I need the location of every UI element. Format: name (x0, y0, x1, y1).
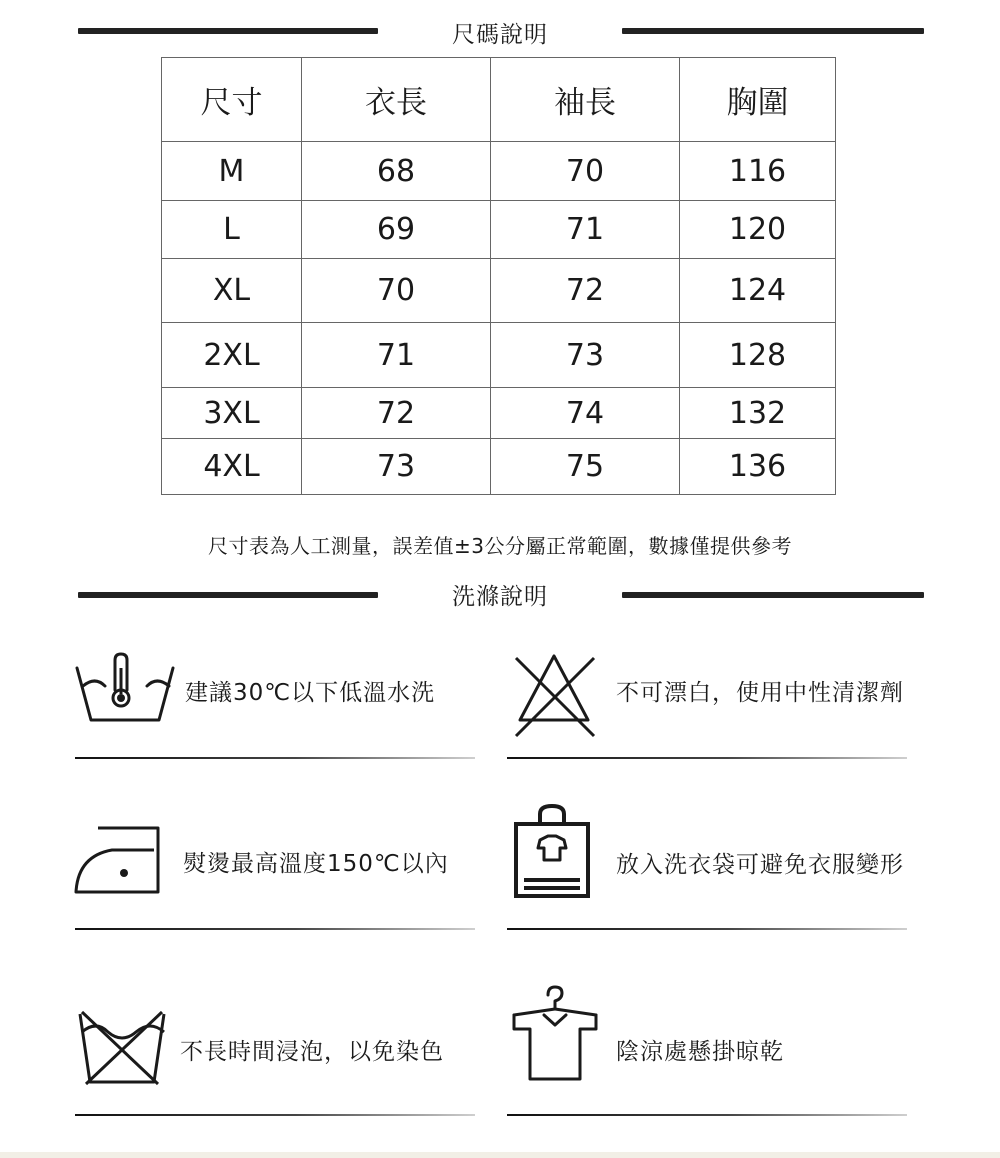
table-header-cell: 袖長 (491, 58, 680, 142)
care-section-header (0, 576, 1000, 616)
table-row (162, 259, 836, 323)
table-cell: 128 (680, 323, 836, 388)
table-cell: 70 (491, 142, 680, 201)
table-row (162, 323, 836, 388)
care-section-title: 洗滌說明 (452, 584, 548, 610)
laundry-bag-icon (510, 804, 600, 900)
care-text: 不長時間浸泡，以免染色 (180, 1039, 444, 1065)
table-header-cell: 胸圍 (680, 58, 836, 142)
care-divider (75, 757, 475, 759)
care-item-hang-dry (510, 985, 930, 1085)
table-cell: 71 (491, 201, 680, 259)
no-bleach-icon (510, 650, 600, 740)
table-cell: 71 (302, 323, 491, 388)
table-cell: 3XL (162, 388, 302, 439)
table-cell: XL (162, 259, 302, 323)
care-item-laundry-bag (510, 804, 930, 904)
header-right-bar (622, 28, 924, 34)
care-item-no-bleach (510, 650, 930, 750)
care-text: 建議30℃以下低溫水洗 (185, 680, 436, 706)
table-cell: 116 (680, 142, 836, 201)
table-row (162, 388, 836, 439)
bottom-strip (0, 1152, 1000, 1158)
care-text: 熨燙最高溫度150℃以內 (183, 851, 449, 877)
care-divider (75, 928, 475, 930)
care-divider (507, 1114, 907, 1116)
table-row (162, 142, 836, 201)
size-section-title: 尺碼說明 (452, 22, 548, 48)
size-note: 尺寸表為人工測量，誤差值±3公分屬正常範圍，數據僅提供參考 (208, 534, 792, 558)
table-cell: 2XL (162, 323, 302, 388)
table-row (162, 439, 836, 495)
table-cell: 132 (680, 388, 836, 439)
table-cell: L (162, 201, 302, 259)
care-text: 放入洗衣袋可避免衣服變形 (616, 852, 904, 878)
table-cell: 70 (302, 259, 491, 323)
table-cell: 74 (491, 388, 680, 439)
care-item-iron (72, 820, 492, 920)
care-item-hand-wash (75, 650, 495, 750)
table-cell: 68 (302, 142, 491, 201)
iron-150c-icon (72, 820, 172, 900)
table-cell: 75 (491, 439, 680, 495)
table-cell: 120 (680, 201, 836, 259)
care-divider (75, 1114, 475, 1116)
care-item-no-soak (78, 1008, 498, 1108)
care-text: 陰涼處懸掛晾乾 (616, 1039, 784, 1065)
table-cell: 72 (302, 388, 491, 439)
size-table (161, 57, 836, 495)
size-section-header (0, 12, 1000, 52)
table-cell: 73 (491, 323, 680, 388)
table-cell: 73 (302, 439, 491, 495)
hand-wash-30c-icon (75, 650, 175, 730)
table-header-cell: 衣長 (302, 58, 491, 142)
hang-dry-shade-icon (510, 985, 600, 1085)
no-soak-icon (78, 1008, 168, 1088)
care-divider (507, 757, 907, 759)
table-cell: 136 (680, 439, 836, 495)
table-cell: 69 (302, 201, 491, 259)
care-text: 不可漂白，使用中性清潔劑 (616, 680, 904, 706)
table-cell: 4XL (162, 439, 302, 495)
table-header-row (162, 58, 836, 142)
table-cell: 72 (491, 259, 680, 323)
header-right-bar (622, 592, 924, 598)
table-cell: M (162, 142, 302, 201)
care-divider (507, 928, 907, 930)
table-row (162, 201, 836, 259)
table-cell: 124 (680, 259, 836, 323)
table-header-cell: 尺寸 (162, 58, 302, 142)
